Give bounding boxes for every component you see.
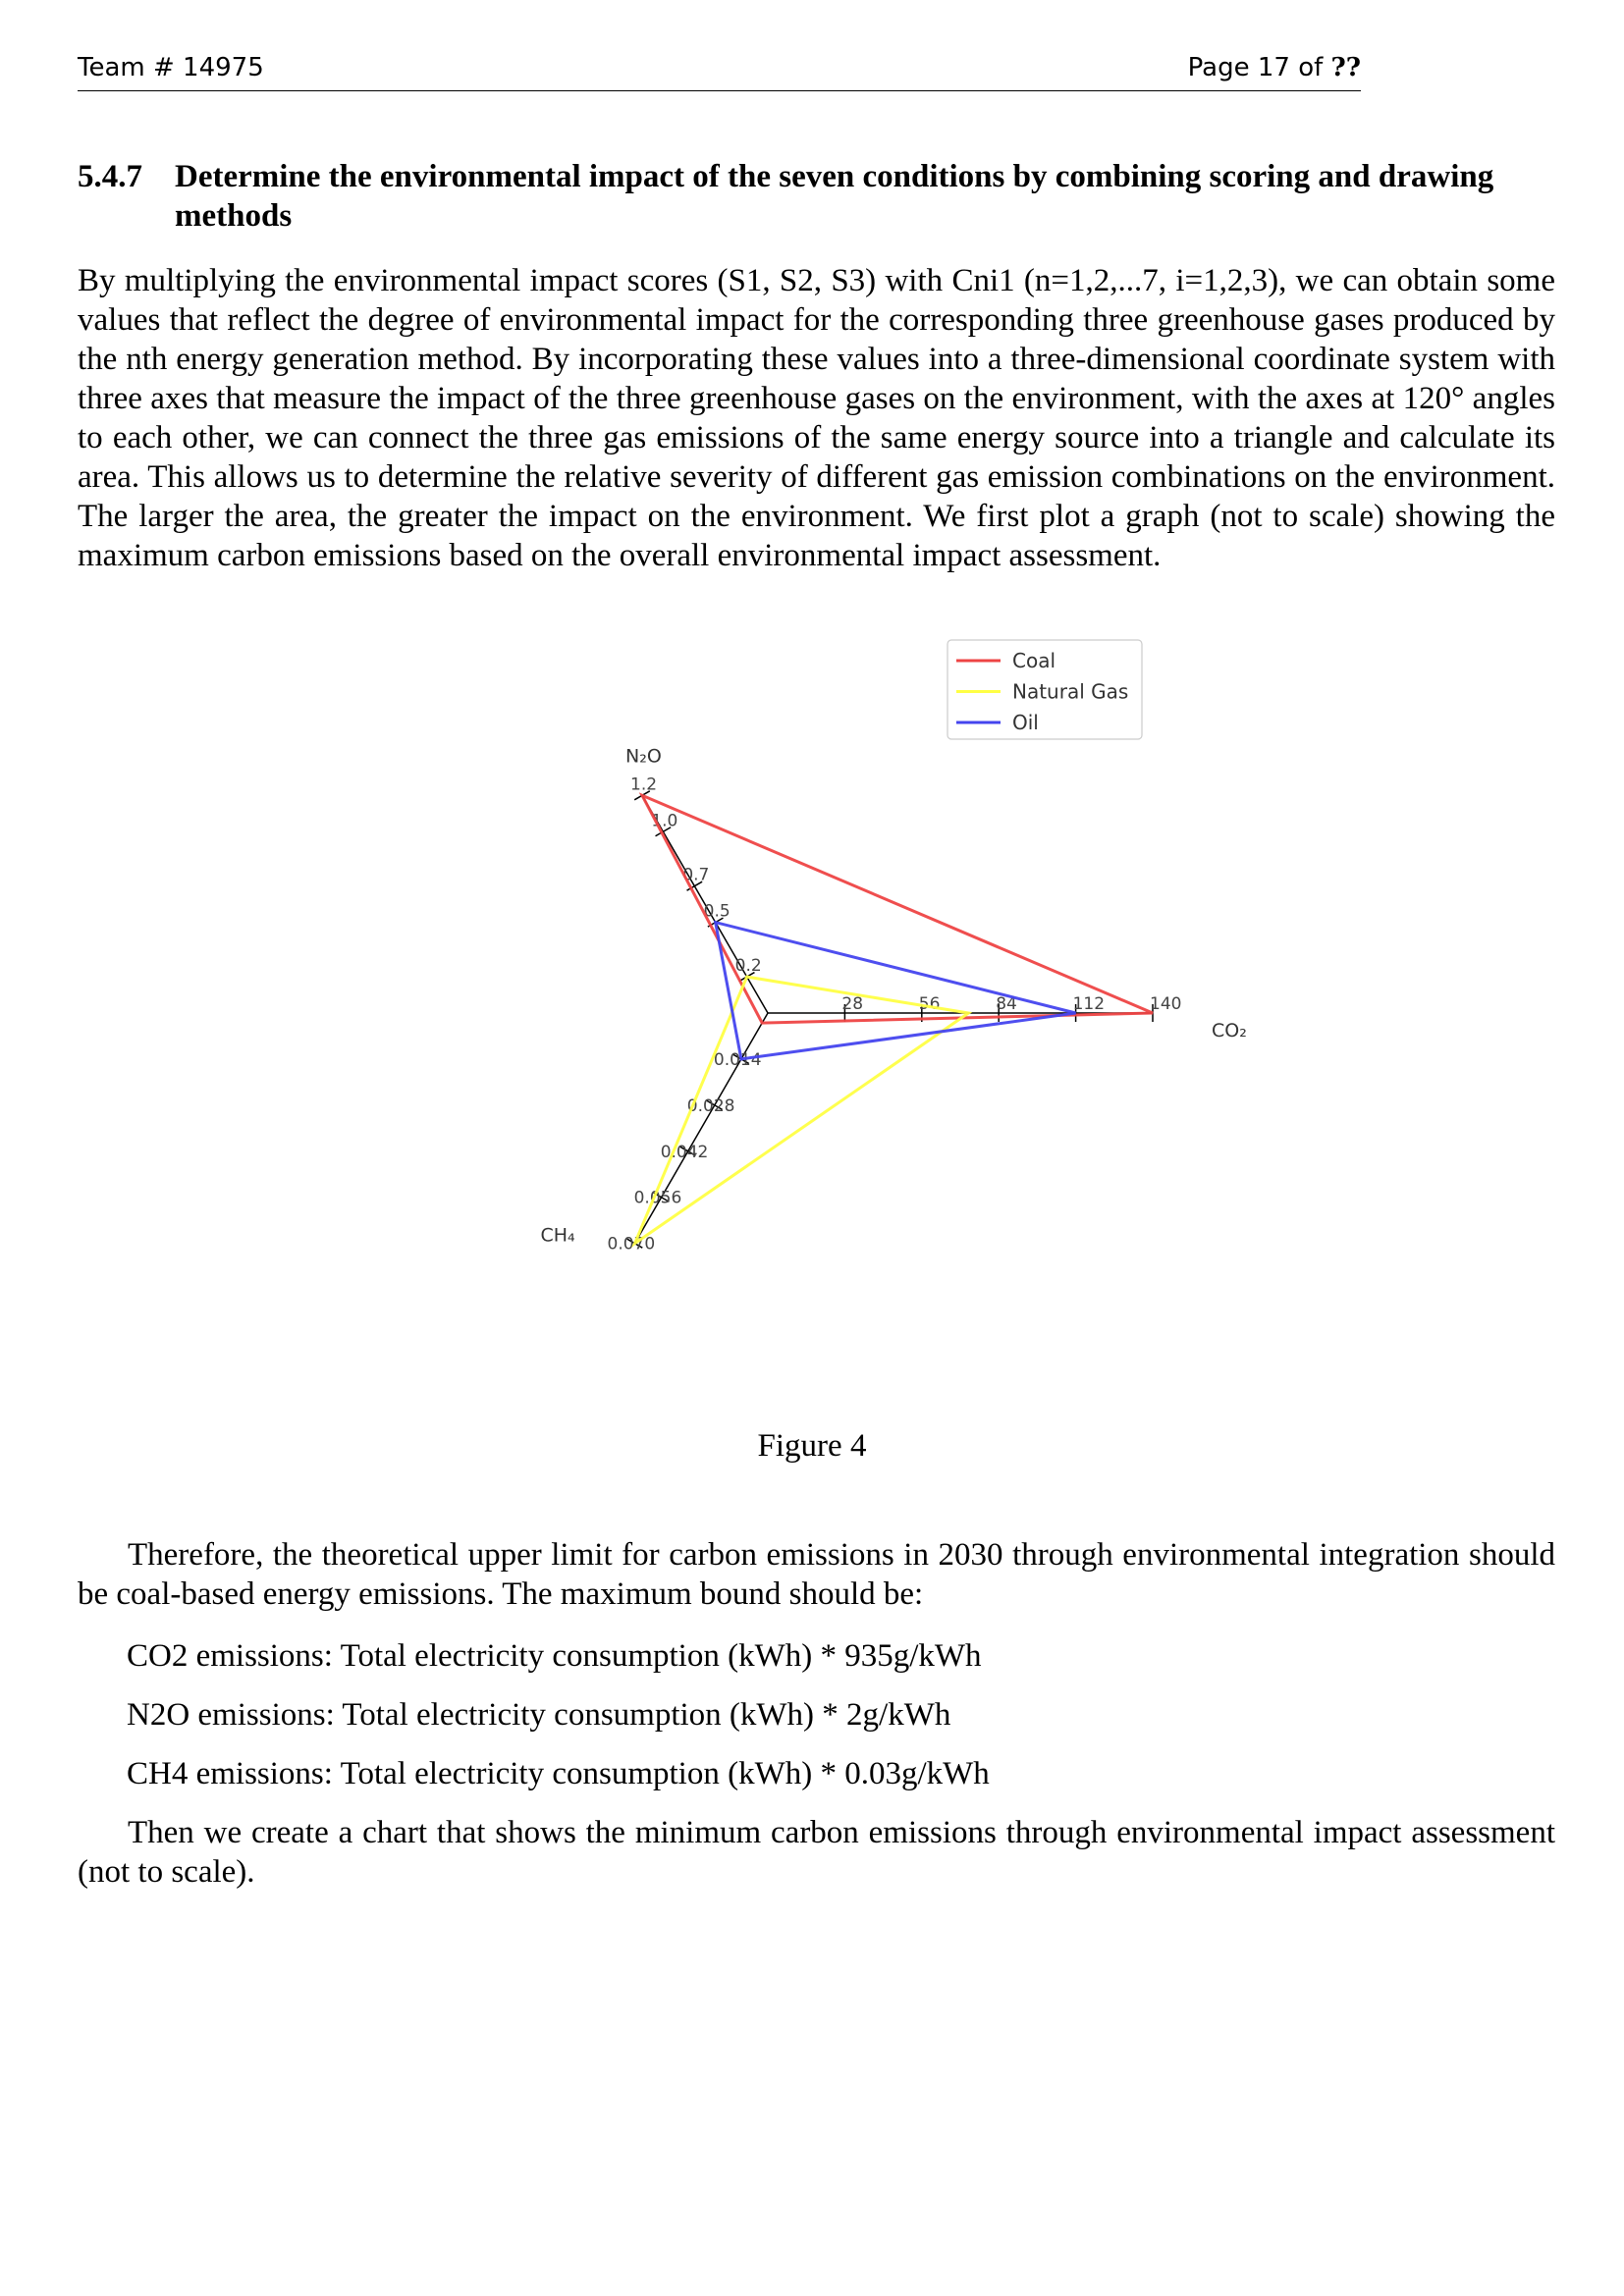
co2-tick-label-2: 84 — [996, 994, 1017, 1014]
page-header — [78, 51, 1361, 91]
section-title: Determine the environmental impact of the seven conditions by combining scoring and drawing methods — [175, 159, 1494, 234]
team-number: Team # 14975 — [78, 53, 264, 82]
radar-chart-svg — [442, 609, 1247, 1374]
series-oil — [716, 923, 1076, 1059]
section-number: 5.4.7 — [78, 159, 142, 194]
legend-label-0: Coal — [1012, 649, 1056, 672]
n2o-tick-label-1: 0.5 — [703, 901, 731, 922]
ch4-tick-label-3: 0.056 — [633, 1188, 682, 1208]
radar-chart — [442, 609, 1247, 1374]
ch4-axis-title: CH₄ — [540, 1224, 575, 1247]
ch4-axis-line — [635, 1013, 769, 1244]
n2o-tick-label-4: 1.2 — [630, 774, 658, 795]
legend-label-1: Natural Gas — [1012, 679, 1129, 704]
ch4-tick-label-0: 0.014 — [713, 1049, 762, 1070]
n2o-tick-label-3: 1.0 — [651, 811, 678, 831]
therefore-paragraph: Therefore, the theoretical upper limit for carbon emissions in 2030 through environmental integration should be coal-based energy emissions. The maximum bound should be: — [78, 1537, 1555, 1612]
co2-axis-title: CO₂ — [1212, 1020, 1247, 1041]
ch4-formula: CH4 emissions: Total electricity consumption (kWh) * 0.03g/kWh — [127, 1756, 990, 1791]
page-total: ?? — [1330, 53, 1361, 82]
ch4-tick-label-1: 0.028 — [686, 1095, 735, 1116]
ch4-tick-label-2: 0.042 — [660, 1142, 709, 1162]
ch4-tick-label-4: 0.070 — [607, 1234, 656, 1255]
then-paragraph: Then we create a chart that shows the minimum carbon emissions through environmental impact assessment (not to scale). — [78, 1815, 1555, 1890]
page-number — [1188, 53, 1361, 82]
page-prefix: Page 17 of — [1187, 53, 1324, 82]
co2-tick-label-4: 140 — [1150, 994, 1182, 1014]
figure-caption: Figure 4 — [757, 1428, 867, 1464]
n2o-tick-label-2: 0.7 — [682, 865, 710, 885]
n2o-axis-title: N₂O — [625, 745, 662, 768]
co2-formula: CO2 emissions: Total electricity consumption (kWh) * 935g/kWh — [127, 1638, 982, 1674]
legend-label-2: Oil — [1012, 711, 1039, 734]
section-heading — [78, 157, 1555, 236]
series-natural-gas — [635, 977, 969, 1244]
n2o-formula: N2O emissions: Total electricity consumption (kWh) * 2g/kWh — [127, 1697, 951, 1733]
co2-tick-label-1: 56 — [918, 994, 941, 1014]
n2o-tick-label-0: 0.2 — [734, 956, 762, 977]
co2-tick-label-3: 112 — [1072, 994, 1106, 1014]
intro-paragraph: By multiplying the environmental impact scores (S1, S2, S3) with Cni1 (n=1,2,...7, i=1,2,3), we can obtain some values that reflect the degree of environmental impact for the corresponding three greenhouse gases produced by the nth energy generation method. By incorporating these values into a three-dimensional coordinate system with three axes that measure the impact of the three greenhouse gases on the environment, with the axes at 120° angles to each other, we can connect the three gas emissions of the same energy source into a triangle and calculate its area. This allows us to determine the relative severity of different gas emission combinations on the environment. The larger the area, the greater the impact on the environment. We first plot a graph (not to scale) showing the maximum carbon emissions based on the overall environmental impact assessment. — [78, 263, 1555, 573]
co2-tick-label-0: 28 — [841, 994, 864, 1014]
